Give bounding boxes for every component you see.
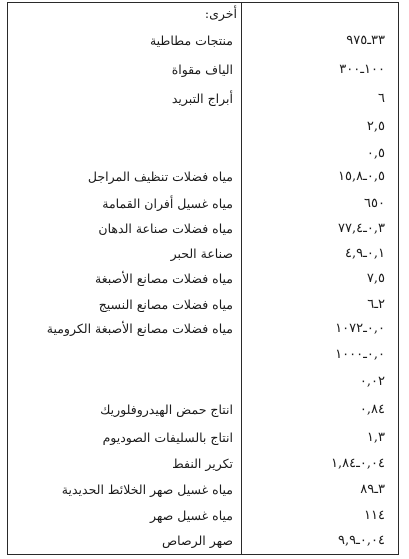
row-label: صهر الرصاص: [162, 533, 233, 548]
row-value: ٠,١ـ٤,٩: [344, 246, 385, 261]
row-value: ١١٤: [364, 508, 385, 523]
table-row: [7, 294, 399, 316]
row-value: ١٠٠ـ٣٠٠: [339, 62, 385, 77]
row-value: ٣ـ٨٩: [360, 482, 385, 497]
table-row: [7, 88, 399, 110]
row-value: ٣٣ـ٩٧٥: [346, 33, 385, 48]
row-label: مياه فضلات مصانع الأصبغة: [95, 271, 233, 286]
table-row: [7, 399, 399, 421]
row-value: ٠,٠ـ١٠٠٠: [335, 347, 385, 362]
row-value: ١,٣: [366, 430, 385, 445]
row-value: ٢ـ٦: [367, 297, 385, 312]
row-value: ٠,٠٤ـ١,٨٤: [331, 456, 385, 471]
row-label: مياه غسيل صهر الخلائط الحديدية: [61, 482, 233, 497]
row-value: ٦٥٠: [364, 196, 385, 211]
table-row: [7, 530, 399, 552]
row-label: أبراج التبريد: [171, 91, 233, 106]
table-row: [7, 218, 399, 240]
row-label: مياه غسيل صهر: [150, 508, 233, 523]
table-row: [7, 371, 399, 393]
row-label: منتجات مطاطية: [149, 33, 233, 48]
row-value: ٠,٥ـ١٥,٨: [337, 169, 385, 184]
row-label: مياه غسيل أفران القمامة: [102, 196, 233, 211]
row-label: مياه فضلات مصانع الأصبغة الكرومية: [46, 321, 233, 336]
table-row: [7, 193, 399, 215]
table-row: [7, 116, 399, 138]
row-value: ٦: [378, 91, 385, 106]
table-row: [7, 453, 399, 475]
table-row: [7, 344, 399, 366]
row-value: ٠,٠ـ١٠٧٢: [335, 321, 385, 336]
table-row: [7, 243, 399, 265]
row-value: ٠,٠٤ـ٩,٩: [337, 533, 385, 548]
table-row: [7, 318, 399, 340]
row-value: ٠,٣ـ٧٧,٤: [337, 221, 385, 236]
table-row: [7, 479, 399, 501]
row-value: ٠,٥: [366, 146, 385, 161]
row-label: الياف مقواة: [171, 62, 233, 77]
table-row: [7, 268, 399, 290]
section-header: أخرى:: [204, 6, 237, 21]
row-label: انتاج بالسليفات الصوديوم: [102, 430, 233, 445]
row-value: ٧,٥: [366, 271, 385, 286]
row-label: صناعة الحبر: [170, 246, 233, 261]
row-label: مياه فضلات تنظيف المراجل: [87, 169, 233, 184]
row-label: مياه فضلات صناعة الدهان: [98, 221, 233, 236]
row-value: ٠,٠٢: [359, 374, 385, 389]
row-label: تكرير النفط: [172, 456, 233, 471]
row-value: ٠,٨٤: [359, 402, 385, 417]
row-value: ٢,٥: [366, 119, 385, 134]
table-row: [7, 143, 399, 165]
table-row: [7, 166, 399, 188]
row-label: انتاج حمض الهيدروفلوريك: [100, 402, 233, 417]
table-row: [7, 505, 399, 527]
table-row: [7, 59, 399, 81]
table-row: [7, 30, 399, 52]
row-label: مياه فضلات مصانع النسيج: [98, 297, 233, 312]
table-row: [7, 427, 399, 449]
